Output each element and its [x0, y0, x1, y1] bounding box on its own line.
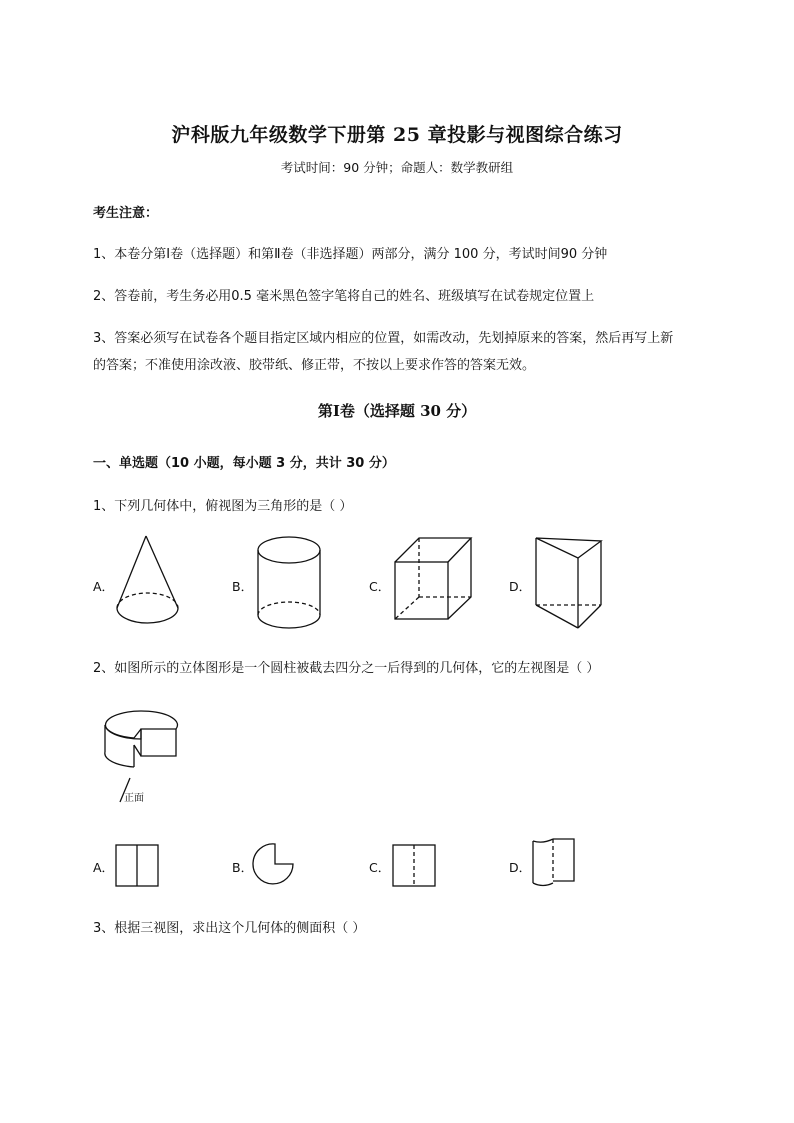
notice-item-3-cont: 的答案；不准使用涂改液、胶带纸、修正带，不按以上要求作答的答案无效。 [93, 358, 536, 373]
q2-option-c-label: C． [369, 860, 391, 875]
notice-item-3: 3、答案必须写在试卷各个题目指定区域内相应的位置，如需改动，先划掉原来的答案，然后再写上新 [93, 331, 674, 346]
front-label: 正面 [124, 793, 144, 804]
cylinder-figure [254, 535, 326, 635]
q2-option-c-figure [391, 843, 437, 889]
q1-option-b-label: B． [232, 579, 254, 594]
cut-cylinder-figure [100, 708, 195, 808]
notice-heading: 考生注意： [93, 206, 159, 221]
q2-option-b-label: B． [232, 860, 254, 875]
q2-option-a-figure [114, 843, 160, 889]
q2-option-b-figure [251, 840, 299, 888]
cube-figure [392, 535, 474, 627]
section-title: 第Ⅰ卷（选择题 30 分） [317, 402, 477, 420]
triangular-prism-figure [533, 535, 605, 631]
cone-figure [112, 533, 184, 629]
exam-info: 考试时间：90 分钟；命题人：数学教研组 [280, 160, 514, 175]
notice-item-2: 2、答卷前，考生务必用0.5 毫米黑色签字笔将自己的姓名、班级填写在试卷规定位置上 [93, 289, 595, 304]
q2-option-d-figure [530, 835, 578, 891]
q1-option-c-label: C． [369, 579, 391, 594]
part-heading: 一、单选题（10 小题，每小题 3 分，共计 30 分） [93, 456, 395, 471]
question-1-text: 1、下列几何体中，俯视图为三角形的是（ ） [93, 499, 353, 514]
q1-option-a-label: A． [93, 579, 115, 594]
notice-item-1: 1、本卷分第Ⅰ卷（选择题）和第Ⅱ卷（非选择题）两部分，满分 100 分，考试时间90 分钟 [93, 247, 608, 262]
question-3-text: 3、根据三视图，求出这个几何体的侧面积（ ） [93, 921, 366, 936]
q2-option-a-label: A． [93, 860, 115, 875]
question-2-text: 2、如图所示的立体图形是一个圆柱被截去四分之一后得到的几何体，它的左视图是（ ） [93, 661, 600, 676]
document-title: 沪科版九年级数学下册第 25 章投影与视图综合练习 [171, 124, 623, 146]
q2-option-d-label: D． [509, 860, 532, 875]
q1-option-d-label: D． [509, 579, 532, 594]
